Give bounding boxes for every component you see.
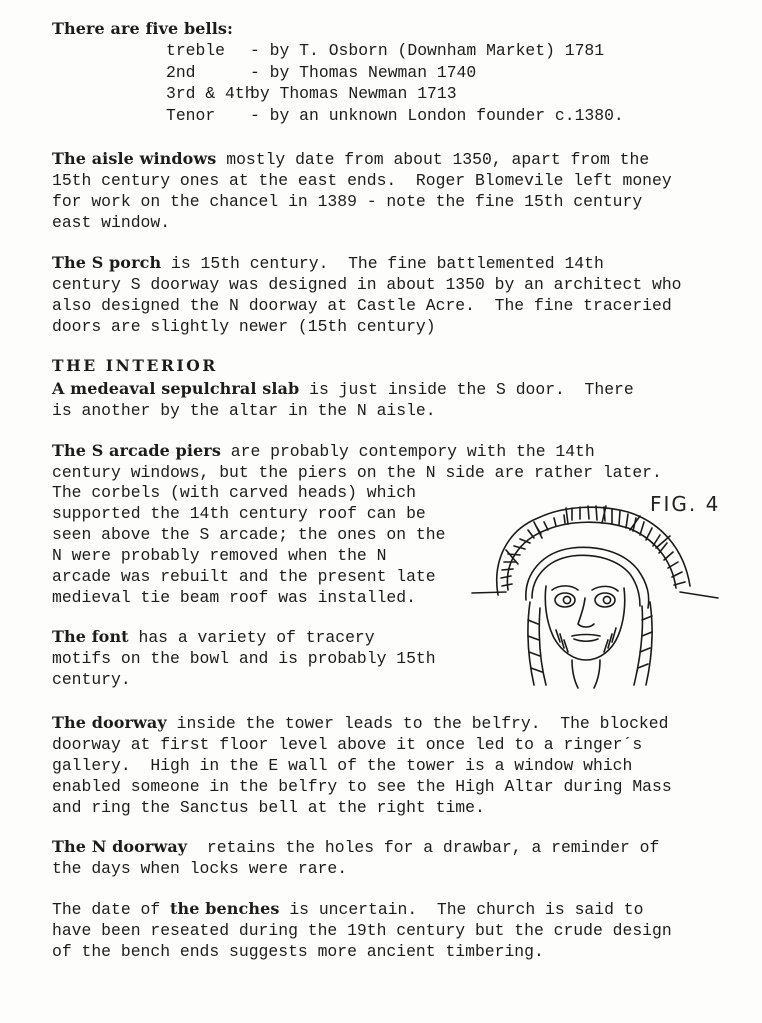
figure-label: FIG. 4	[650, 492, 721, 516]
bell-row	[166, 62, 624, 84]
bell-desc: - by Thomas Newman 1740	[250, 62, 477, 82]
slab-paragraph	[52, 378, 720, 421]
text-line: mostly date from about 1350, apart from the	[216, 150, 650, 169]
text-line: the days when locks were rare.	[52, 859, 348, 878]
text-line: The date of	[52, 900, 171, 919]
text-line: supported the 14th century roof can be	[52, 504, 426, 523]
text-line: seen above the S arcade; the ones on the	[52, 525, 446, 544]
text-line: is uncertain. The church is said to	[279, 900, 644, 919]
text-line: has a variety of tracery	[128, 628, 375, 647]
benches-paragraph	[52, 898, 720, 962]
bell-name: treble	[166, 41, 226, 60]
text-line: also designed the N doorway at Castle Acre. The fine traceried	[52, 296, 672, 315]
text-line: The corbels (with carved heads) which	[52, 483, 416, 502]
font-heading: The font	[52, 627, 129, 646]
text-line: N were probably removed when the N	[52, 546, 387, 565]
aisle-windows-heading: The aisle windows	[52, 149, 217, 168]
carved-head-corbel-icon	[468, 490, 722, 690]
text-line: doorway at first floor level above it once led to a ringer´s	[52, 735, 643, 754]
text-line: east window.	[52, 213, 171, 232]
text-line: inside the tower leads to the belfry. The blocked	[166, 714, 669, 733]
text-line: is just inside the S door. There	[299, 380, 634, 399]
doorway-paragraph	[52, 712, 720, 818]
text-line: century windows, but the piers on the N side are rather later.	[52, 463, 662, 482]
corbels-paragraph	[52, 482, 468, 608]
bell-name: 3rd & 4th	[166, 84, 255, 103]
text-line: for work on the chancel in 1389 - note the fine 15th century	[52, 192, 643, 211]
bell-row	[166, 40, 624, 62]
text-line: gallery. High in the E wall of the tower is a window which	[52, 756, 633, 775]
text-line: enabled someone in the belfry to see the High Altar during Mass	[52, 777, 672, 796]
text-line: is another by the altar in the N aisle.	[52, 401, 436, 420]
s-porch-heading: The S porch	[52, 253, 162, 272]
text-line: century.	[52, 670, 131, 689]
doorway-heading: The doorway	[52, 713, 167, 732]
aisle-windows-paragraph	[52, 148, 720, 233]
bell-name: 2nd	[166, 62, 196, 82]
n-doorway-paragraph	[52, 836, 720, 879]
bell-desc: by Thomas Newman 1713	[250, 84, 457, 103]
text-line: medieval tie beam roof was installed.	[52, 588, 416, 607]
bell-desc: - by an unknown London founder c.1380.	[250, 105, 624, 125]
text-line: of the bench ends suggests more ancient timbering.	[52, 942, 544, 961]
bells-list	[166, 40, 624, 126]
text-line: century S doorway was designed in about 1350 by an architect who	[52, 275, 682, 294]
bell-row	[166, 105, 624, 127]
s-porch-paragraph	[52, 252, 720, 337]
text-line: 15th century ones at the east ends. Roger Blomevile left money	[52, 171, 672, 190]
slab-heading: A medeaval sepulchral slab	[52, 379, 300, 398]
text-line: retains the holes for a drawbar, a reminder of	[187, 838, 660, 857]
interior-heading: THE INTERIOR	[52, 356, 218, 375]
text-line: arcade was rebuilt and the present late	[52, 567, 436, 586]
bell-row	[166, 83, 624, 105]
text-line: are probably contempory with the 14th	[220, 442, 595, 461]
font-paragraph	[52, 626, 468, 690]
text-line: is 15th century. The fine battlemented 14th	[161, 254, 604, 273]
text-line: motifs on the bowl and is probably 15th	[52, 649, 436, 668]
text-line: and ring the Sanctus bell at the right time.	[52, 798, 485, 817]
bells-title: There are five bells:	[52, 19, 233, 38]
arcade-paragraph	[52, 440, 720, 483]
text-line: have been reseated during the 19th century but the crude design	[52, 921, 672, 940]
text-line: doors are slightly newer (15th century)	[52, 317, 436, 336]
bell-desc: - by T. Osborn (Downham Market) 1781	[250, 41, 605, 60]
bell-name: Tenor	[166, 105, 216, 125]
arcade-heading: The S arcade piers	[52, 441, 221, 460]
benches-heading: the benches	[170, 899, 280, 918]
n-doorway-heading: The N doorway	[52, 837, 188, 856]
